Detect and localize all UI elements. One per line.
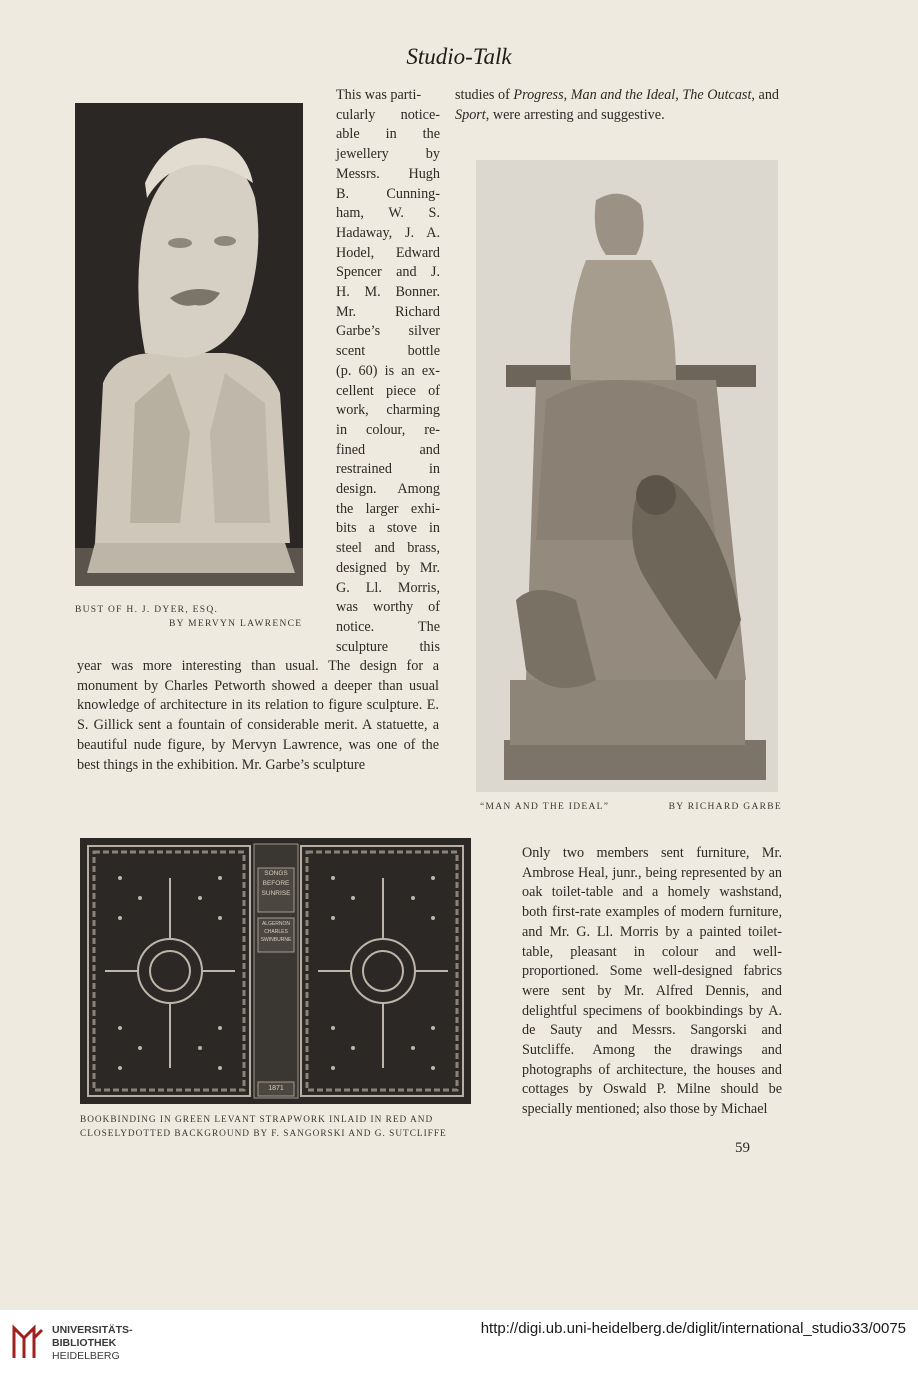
narrow-text-line: Mr. Richard	[336, 303, 440, 320]
narrow-text-line: design. Among	[336, 481, 440, 498]
bust-caption-line2: BY MERVYN LAWRENCE	[169, 619, 303, 629]
running-header: Studio-Talk	[406, 44, 512, 69]
narrow-text-line: jewellery by	[336, 146, 440, 163]
statue-caption-title: “MAN AND THE IDEAL”	[480, 802, 610, 812]
narrow-text-line: Garbe’s silver	[336, 323, 440, 340]
library-name	[52, 1324, 133, 1363]
statue-caption	[480, 800, 790, 814]
paragraph-right-top: studies of Progress, Man and the Ideal, The Outcast, and Sport, were arresting and suggestive.	[455, 87, 780, 123]
narrow-text-line: (p. 60) is an ex-	[336, 362, 440, 379]
statue-photograph	[476, 160, 778, 792]
bookbinding-caption	[80, 1113, 500, 1141]
library-logo-icon	[10, 1322, 44, 1362]
paragraph-right-bottom: Only two members sent furniture, Mr. Ambrose Heal, junr., being represented by an oak toilet-table and a homely washstand, both first-rate examples of modern furniture, and Mr. G. Ll. Morris by a painted toilet-table, pleasant in colour and well-proportioned. Some well-designed fabrics were sent by Mr. Alfred Dennis, and delightful specimens of bookbindings by A. de Sauty and Messrs. Sangorski and Sutcliffe. Among the drawings and photographs of architecture, the houses and cottages by Oswald P. Milne should be specially mentioned; also those by Michael	[522, 845, 782, 1118]
bookbinding-caption-line2: CLOSELYDOTTED BACKGROUND BY F. SANGORSKI AND G. SUTCLIFFE	[80, 1129, 447, 1139]
narrow-text-line: notice. The	[336, 618, 440, 635]
bookbinding-photograph	[80, 838, 471, 1104]
narrow-text-line: Hodel, Edward	[336, 244, 440, 261]
bust-photograph	[75, 103, 303, 586]
narrow-text-line: cellent piece of	[336, 382, 440, 399]
narrow-text-line: bits a stove in	[336, 520, 440, 537]
library-name-line3: HEIDELBERG	[52, 1350, 120, 1362]
paragraph-left-continued: year was more interesting than usual. The design for a monument by Charles Petworth showed a deeper than usual knowledge of architecture in its relation to figure sculpture. E. S. Gillick sent a fountain of considerable merit. A statuette, a beautiful nude figure, by Mervyn Lawrence, was one of the best things in the exhibition. Mr. Garbe’s sculpture	[77, 658, 439, 773]
bust-caption	[75, 603, 320, 631]
narrow-text-line: This was parti-	[336, 87, 422, 103]
spine-title: SONGS BEFORE SUNRISE	[261, 870, 291, 897]
narrow-text-line: scent bottle	[336, 343, 440, 360]
narrow-text-line: Messrs. Hugh	[336, 165, 440, 182]
library-footer	[0, 1310, 918, 1374]
narrow-text-line: sculpture this	[336, 638, 440, 655]
statue-caption-credit: BY RICHARD GARBE	[668, 802, 782, 812]
bookbinding-caption-line1: BOOKBINDING IN GREEN LEVANT STRAPWORK INLAID IN RED AND	[80, 1115, 434, 1125]
spine-year: 1871	[268, 1085, 284, 1092]
narrow-text-line: Spencer and J.	[336, 264, 440, 281]
narrow-text-line: G. Ll. Morris,	[336, 579, 440, 596]
narrow-text-line: able in the	[336, 126, 440, 143]
narrow-text-line: cularly notice-	[336, 106, 440, 123]
narrow-text-line: in colour, re-	[336, 421, 440, 438]
narrow-text-line: designed by Mr.	[336, 559, 440, 576]
source-url-link[interactable]: http://digi.ub.uni-heidelberg.de/diglit/international_studio33/0075	[480, 1320, 906, 1337]
narrow-text-line: Hadaway, J. A.	[336, 224, 440, 241]
library-name-line1: UNIVERSITÄTS-	[52, 1324, 133, 1336]
narrow-text-line: H. M. Bonner.	[336, 284, 440, 301]
narrow-text-line: steel and brass,	[336, 540, 440, 557]
narrow-text-line: fined and	[336, 441, 440, 458]
narrow-text-line: B. Cunning-	[336, 185, 440, 202]
narrow-text-line: the larger exhi-	[336, 500, 440, 517]
narrow-text-line: restrained in	[336, 461, 440, 478]
library-name-line2: BIBLIOTHEK	[52, 1337, 117, 1349]
bust-caption-line1: BUST OF H. J. DYER, ESQ.	[75, 605, 219, 615]
narrow-text-column	[336, 86, 440, 657]
narrow-text-line: ham, W. S.	[336, 205, 440, 222]
narrow-text-line: work, charming	[336, 402, 440, 419]
narrow-text-line: was worthy of	[336, 599, 440, 616]
page-number: 59	[735, 1140, 750, 1156]
spine-author: ALGERNON CHARLES SWINBURNE	[260, 921, 292, 943]
